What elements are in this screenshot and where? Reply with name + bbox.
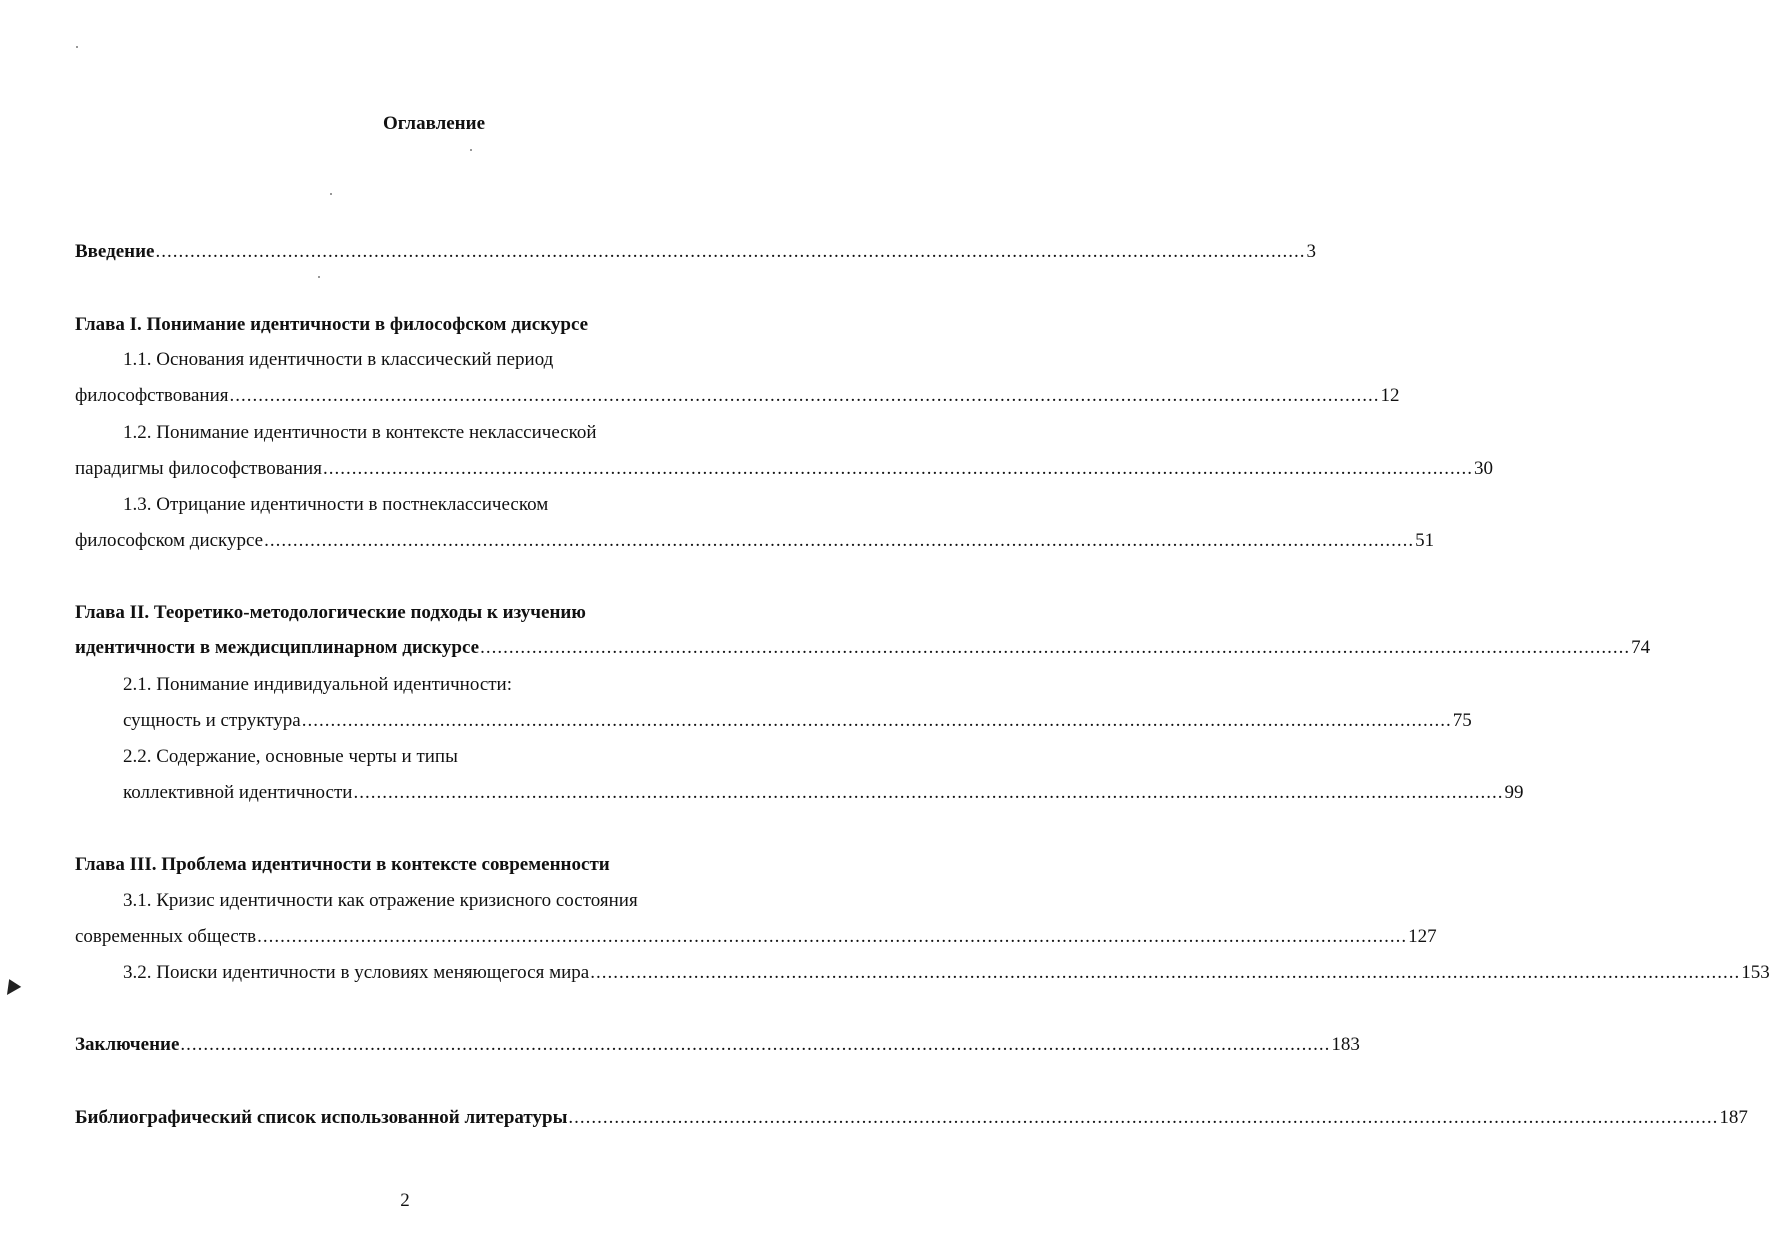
toc-page-number: 153 <box>1741 962 1770 983</box>
toc-page-number: 99 <box>1504 782 1524 803</box>
toc-entry-2-1[interactable] <box>123 709 1472 733</box>
toc-entry-1-1[interactable] <box>75 384 1400 408</box>
chapter-1-title[interactable]: Глава I. Понимание идентичности в философском дискурсе <box>75 314 589 335</box>
scan-speck <box>76 46 78 48</box>
toc-page-number: 30 <box>1473 458 1493 479</box>
dot-leader: ........................................................................................................................................................................................................ <box>180 1034 1331 1055</box>
toc-page-number: 74 <box>1631 637 1651 658</box>
toc-entry-bibliography[interactable] <box>75 1106 1748 1130</box>
scan-speck <box>470 149 472 151</box>
dot-leader: ........................................................................................................................................................................................................ <box>257 926 1408 947</box>
toc-entry-label: сущность и структура <box>123 710 301 731</box>
section-1-3-line1[interactable]: 1.3. Отрицание идентичности в постнеклассическом <box>123 494 549 515</box>
toc-entry-label: парадигмы философствования <box>75 458 322 479</box>
dot-leader: ........................................................................................................................................................................................................ <box>155 241 1306 262</box>
dot-leader: ........................................................................................................................................................................................................ <box>568 1107 1719 1128</box>
scan-speck <box>330 193 332 195</box>
page-number: 2 <box>400 1190 410 1211</box>
dot-leader: ........................................................................................................................................................................................................ <box>301 710 1452 731</box>
dot-leader: ........................................................................................................................................................................................................ <box>229 385 1380 406</box>
toc-entry-chapter-2[interactable] <box>75 636 1651 660</box>
toc-page-number: 187 <box>1719 1107 1748 1128</box>
toc-page-number: 183 <box>1331 1034 1360 1055</box>
section-2-1-line1[interactable]: 2.1. Понимание индивидуальной идентичности: <box>123 674 512 695</box>
toc-entry-2-2[interactable] <box>123 781 1524 805</box>
toc-entry-intro[interactable] <box>75 240 1316 264</box>
toc-entry-label: философствования <box>75 385 229 406</box>
chapter-3-title[interactable]: Глава III. Проблема идентичности в контексте современности <box>75 854 610 875</box>
toc-entry-label: Введение <box>75 241 155 262</box>
toc-page-number: 3 <box>1306 241 1316 262</box>
section-1-2-line1[interactable]: 1.2. Понимание идентичности в контексте неклассической <box>123 422 597 443</box>
toc-entry-1-3[interactable] <box>75 529 1435 553</box>
toc-entry-label: современных обществ <box>75 926 257 947</box>
toc-entry-label: 3.2. Поиски идентичности в условиях меняющегося мира <box>123 962 590 983</box>
dot-leader: ........................................................................................................................................................................................................ <box>480 637 1631 658</box>
toc-title: Оглавление <box>382 113 486 134</box>
toc-page-number: 12 <box>1380 385 1400 406</box>
toc-entry-3-2[interactable] <box>123 961 1770 985</box>
scan-mark-icon <box>7 979 22 997</box>
toc-entry-label: Заключение <box>75 1034 180 1055</box>
dot-leader: ........................................................................................................................................................................................................ <box>353 782 1504 803</box>
dot-leader: ........................................................................................................................................................................................................ <box>590 962 1741 983</box>
toc-entry-label: коллективной идентичности <box>123 782 353 803</box>
dot-leader: ........................................................................................................................................................................................................ <box>322 458 1473 479</box>
toc-entry-label: идентичности в междисциплинарном дискурсе <box>75 637 480 658</box>
toc-entry-label: философском дискурсе <box>75 530 264 551</box>
toc-entry-label: Библиографический список использованной литературы <box>75 1107 568 1128</box>
toc-page-number: 127 <box>1408 926 1437 947</box>
toc-page-number: 75 <box>1452 710 1472 731</box>
dot-leader: ........................................................................................................................................................................................................ <box>264 530 1415 551</box>
section-2-2-line1[interactable]: 2.2. Содержание, основные черты и типы <box>123 746 458 767</box>
chapter-2-title-line1[interactable]: Глава II. Теоретико-методологические подходы к изучению <box>75 602 586 623</box>
toc-entry-1-2[interactable] <box>75 457 1493 481</box>
toc-entry-conclusion[interactable] <box>75 1033 1360 1057</box>
section-3-1-line1[interactable]: 3.1. Кризис идентичности как отражение кризисного состояния <box>123 890 638 911</box>
toc-entry-3-1[interactable] <box>75 925 1437 949</box>
toc-page-number: 51 <box>1415 530 1435 551</box>
scan-speck <box>318 276 320 278</box>
section-1-1-line1[interactable]: 1.1. Основания идентичности в классический период <box>123 349 554 370</box>
